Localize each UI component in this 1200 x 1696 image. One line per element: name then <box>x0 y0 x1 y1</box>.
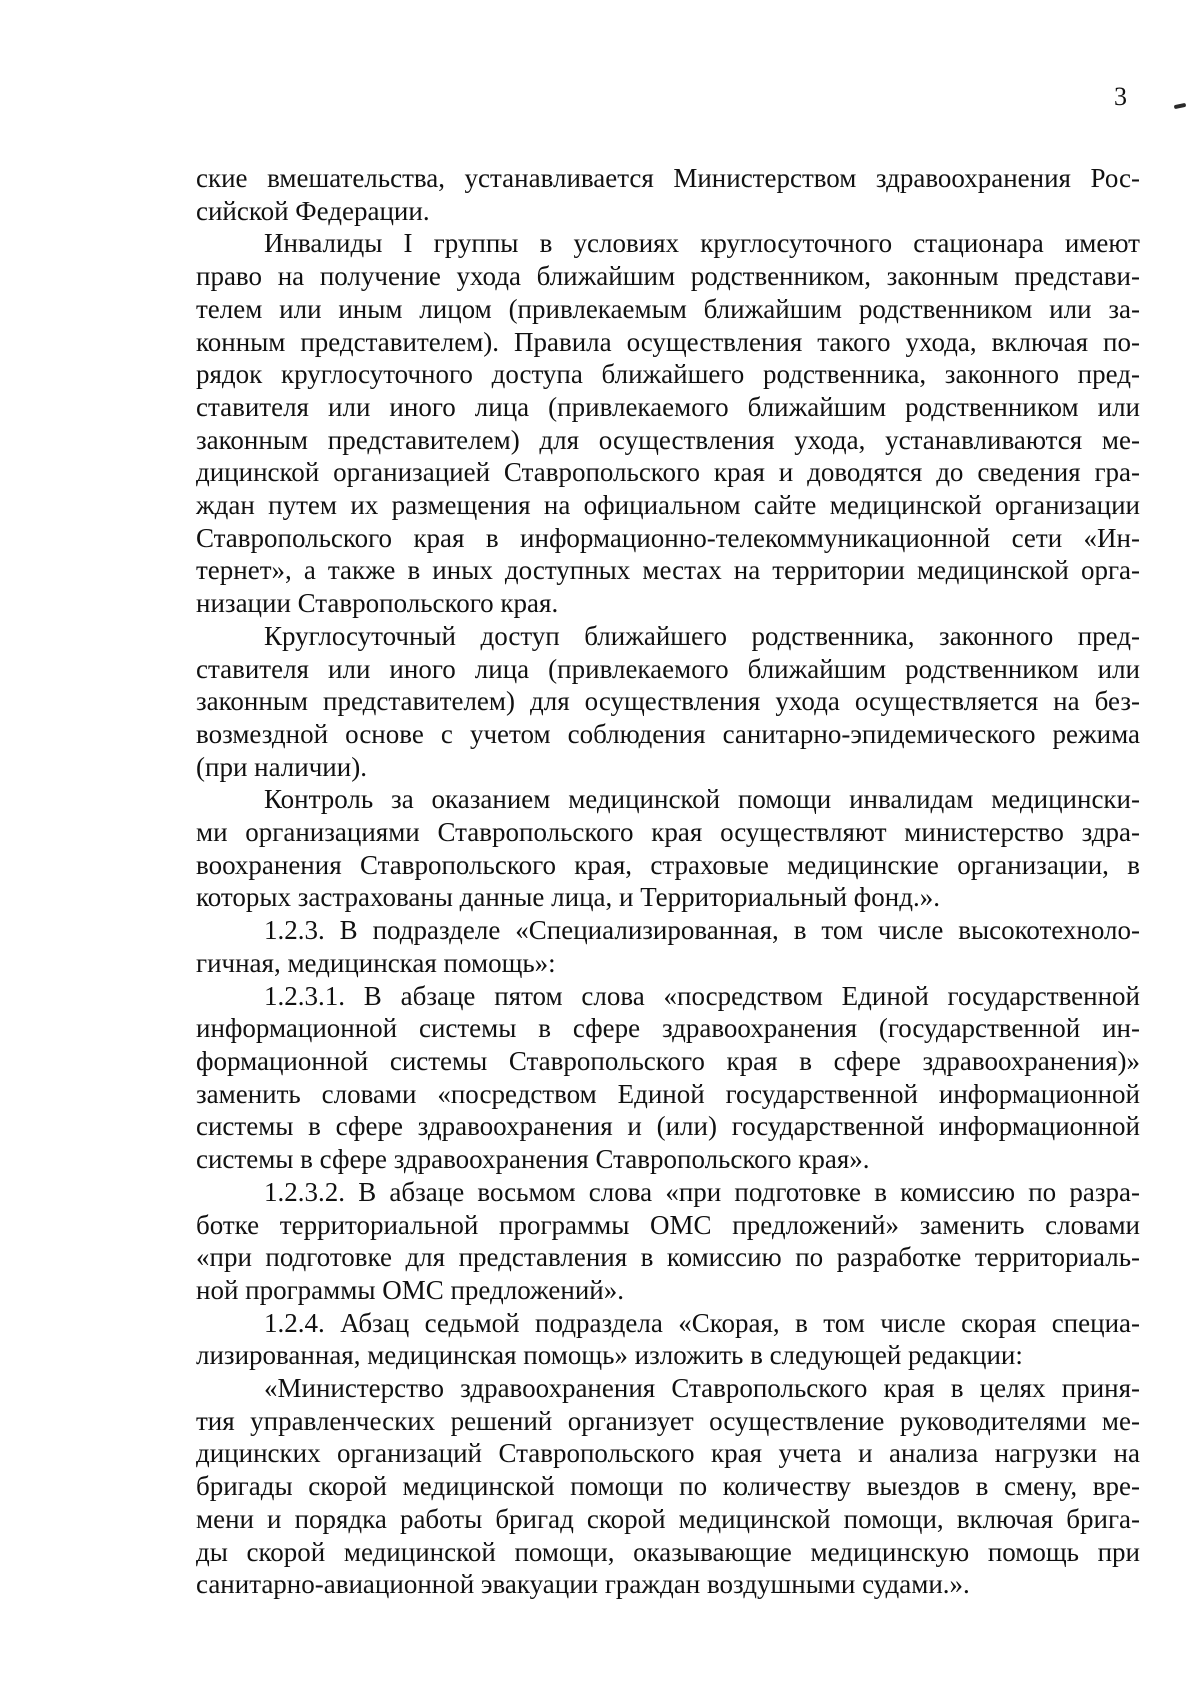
text-line: рядок круглосуточного доступа ближайшего родственника, законного пред- <box>196 359 1140 390</box>
text-line: ной программы ОМС предложений». <box>196 1274 624 1305</box>
text-line: конным представителем). Правила осуществления такого ухода, включая по- <box>196 326 1140 357</box>
text-line: (при наличии). <box>196 751 367 782</box>
text-line: ждан путем их размещения на официальном сайте медицинской организации <box>196 490 1140 521</box>
text-line: воохранения Ставропольского края, страховые медицинские организации, в <box>196 849 1140 880</box>
text-line: «Министерство здравоохранения Ставропольского края в целях приня- <box>264 1373 1140 1404</box>
paragraph <box>196 162 1140 227</box>
text-line: ские вмешательства, устанавливается Министерством здравоохранения Рос- <box>196 163 1140 193</box>
text-line: ставителя или иного лица (привлекаемого ближайшим родственником или <box>196 653 1140 684</box>
paragraph <box>196 1372 1140 1601</box>
text-line: Контроль за оказанием медицинской помощи инвалидам медицински- <box>264 784 1140 815</box>
text-line: ботке территориальной программы ОМС предложений» заменить словами <box>196 1209 1140 1240</box>
text-line: дицинской организацией Ставропольского края и доводятся до сведения гра- <box>196 457 1140 488</box>
text-line: дицинских организаций Ставропольского края учета и анализа нагрузки на <box>196 1438 1140 1469</box>
paragraph <box>196 1307 1140 1372</box>
text-line: ми организациями Ставропольского края осуществляют министерство здра- <box>196 817 1140 848</box>
text-line: возмездной основе с учетом соблюдения санитарно-эпидемического режима <box>196 718 1140 749</box>
paragraph <box>196 914 1140 979</box>
text-line: Ставропольского края в информационно-телекоммуникационной сети «Ин- <box>196 522 1140 553</box>
text-line: право на получение ухода ближайшим родственником, законным представи- <box>196 261 1140 292</box>
text-line: бригады скорой медицинской помощи по количеству выездов в смену, вре- <box>196 1471 1140 1502</box>
text-line: низации Ставропольского края. <box>196 588 559 619</box>
page-number: 3 <box>1114 82 1127 111</box>
text-line: 1.2.3.2. В абзаце восьмом слова «при подготовке в комиссию по разра- <box>264 1176 1140 1207</box>
text-line: заменить словами «посредством Единой государственной информационной <box>196 1078 1140 1109</box>
text-line: тернет», а также в иных доступных местах на территории медицинской орга- <box>196 555 1140 586</box>
text-line: формационной системы Ставропольского края в сфере здравоохранения)» <box>196 1045 1140 1076</box>
text-line: «при подготовке для представления в комиссию по разработке территориаль- <box>196 1242 1140 1273</box>
text-line: системы в сфере здравоохранения и (или) государственной информационной <box>196 1111 1140 1142</box>
text-line: законным представителем) для осуществления ухода, устанавливаются ме- <box>196 424 1140 455</box>
text-line: 1.2.3.1. В абзаце пятом слова «посредством Единой государственной <box>264 980 1140 1011</box>
paragraph <box>196 980 1140 1176</box>
document-body <box>196 162 1140 1601</box>
text-line: мени и порядка работы бригад скорой медицинской помощи, включая брига- <box>196 1503 1140 1534</box>
text-line: 1.2.3. В подразделе «Специализированная, в том числе высокотехноло- <box>264 915 1140 946</box>
paragraph <box>196 620 1140 784</box>
paragraph <box>196 227 1140 619</box>
text-line: которых застрахованы данные лица, и Территориальный фонд.». <box>196 882 940 913</box>
text-line: законным представителем) для осуществления ухода осуществляется на без- <box>196 686 1140 717</box>
text-line: санитарно-авиационной эвакуации граждан воздушными судами.». <box>196 1569 970 1600</box>
paragraph <box>196 783 1140 914</box>
paragraph <box>196 1176 1140 1307</box>
text-line: Инвалиды I группы в условиях круглосуточного стационара имеют <box>264 228 1140 259</box>
text-line: телем или иным лицом (привлекаемым ближайшим родственником или за- <box>196 293 1140 324</box>
text-line: Круглосуточный доступ ближайшего родственника, законного пред- <box>264 620 1140 651</box>
text-line: системы в сфере здравоохранения Ставропольского края». <box>196 1144 870 1175</box>
text-line: информационной системы в сфере здравоохранения (государственной ин- <box>196 1013 1140 1044</box>
text-line: тия управленческих решений организует осуществление руководителями ме- <box>196 1405 1140 1436</box>
text-line: гичная, медицинская помощь»: <box>196 947 556 978</box>
scan-artifact-mark <box>1174 103 1187 109</box>
text-line: сийской Федерации. <box>196 195 430 226</box>
text-line: ды скорой медицинской помощи, оказывающие медицинскую помощь при <box>196 1536 1140 1567</box>
text-line: ставителя или иного лица (привлекаемого ближайшим родственником или <box>196 391 1140 422</box>
text-line: лизированная, медицинская помощь» изложить в следующей редакции: <box>196 1340 1023 1371</box>
text-line: 1.2.4. Абзац седьмой подраздела «Скорая, в том числе скорая специа- <box>264 1307 1140 1338</box>
